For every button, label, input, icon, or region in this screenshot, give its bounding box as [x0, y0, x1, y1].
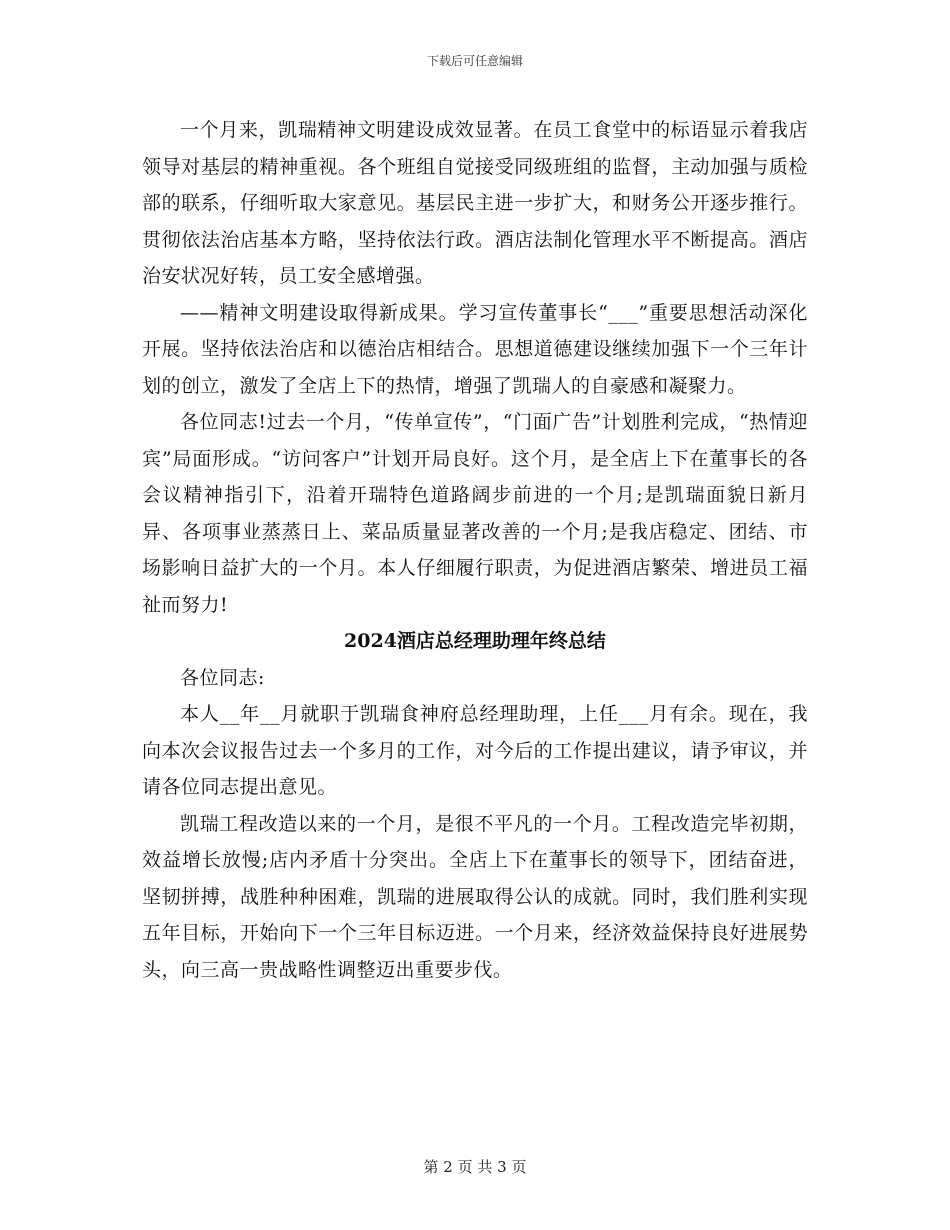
paragraph-new-achievements: ——精神文明建设取得新成果。学习宣传董事长“___”重要思想活动深化开展。坚持依法治店和以德治店相结合。思想道德建设继续加强下一个三年计划的创立，激发了全店上下的热情，增强了凯瑞人的自豪感和凝聚力。 [142, 301, 808, 397]
document-body [142, 112, 808, 988]
paragraph-greeting: 各位同志: [180, 666, 265, 689]
paragraph-introduction: 本人__年__月就职于凯瑞食神府总经理助理，上任___月有余。现在，我向本次会议报告过去一个多月的工作，对今后的工作提出建议，请予审议，并请各位同志提出意见。 [142, 703, 808, 798]
paragraph-renovation-summary: 凯瑞工程改造以来的一个月，是很不平凡的一个月。工程改造完毕初期，效益增长放慢;店内矛盾十分突出。全店上下在董事长的领导下，团结奋进，坚韧拼搏，战胜种种困难，凯瑞的进展取得公认的成就。同时，我们胜利实现五年目标，开始向下一个三年目标迈进。一个月来，经济效益保持良好进展势头，向三高一贵战略性调整迈出重要步伐。 [142, 812, 808, 981]
paragraph-spiritual-civilization: 一个月来，凯瑞精神文明建设成效显著。在员工食堂中的标语显示着我店领导对基层的精神重视。各个班组自觉接受同级班组的监督，主动加强与质检部的联系，仔细听取大家意见。基层民主进一步扩大，和财务公开逐步推行。贯彻依法治店基本方略，坚持依法行政。酒店法制化管理水平不断提高。酒店治安状况好转，员工安全感增强。 [142, 119, 808, 287]
paragraph-comrades-review: 各位同志!过去一个月，“传单宣传”，“门面广告”计划胜利完成，“热情迎宾”局面形成。“访问客户”计划开局良好。这个月，是全店上下在董事长的各会议精神指引下，沿着开瑞特色道路阔步前进的一个月;是凯瑞面貌日新月异、各项事业蒸蒸日上、菜品质量显著改善的一个月;是我店稳定、团结、市场影响日益扩大的一个月。本人仔细履行职责，为促进酒店繁荣、增进员工福祉而努力! [142, 411, 808, 616]
page-header-note: 下载后可任意编辑 [426, 54, 523, 68]
page-footer-indicator: 第 2 页 共 3 页 [423, 1158, 527, 1176]
section-title: 2024酒店总经理助理年终总结 [344, 630, 606, 652]
